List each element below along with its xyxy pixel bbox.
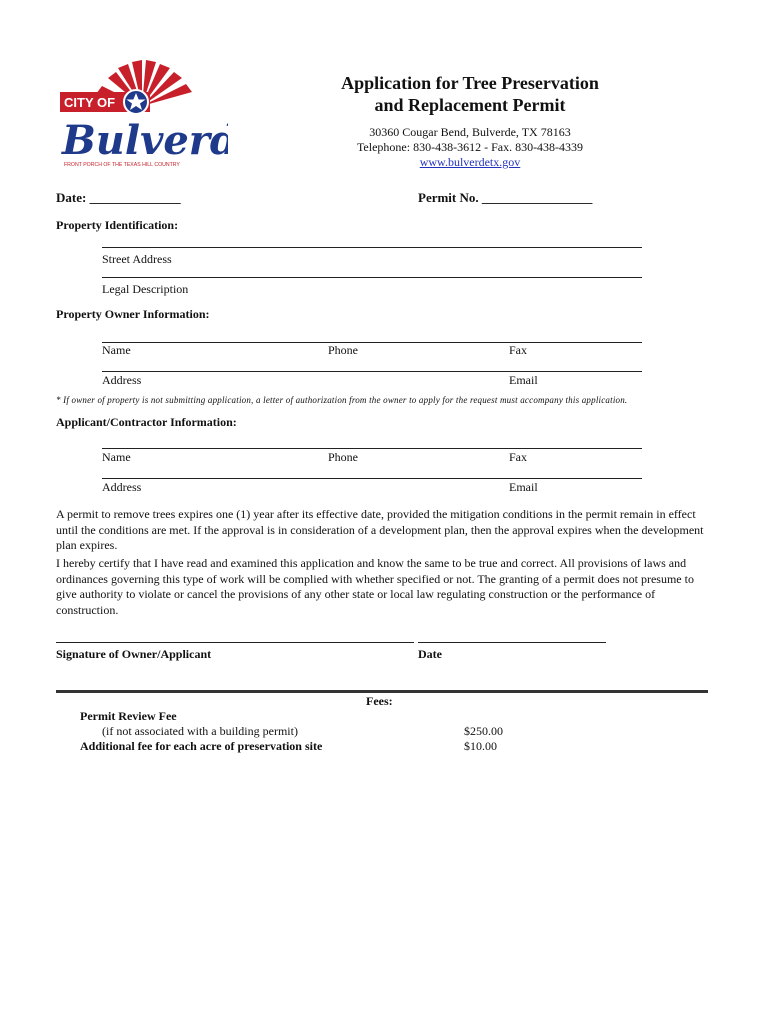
applicant-phone-label: Phone [328, 450, 358, 464]
permit-number-field[interactable]: Permit No. _________________ [418, 190, 593, 205]
owner-authorization-note: * If owner of property is not submitting application, a letter of authorization from the owner to apply for the request must accompany this application. [56, 395, 628, 405]
logo-city-of: CITY OF [64, 95, 116, 110]
signature-line[interactable] [56, 642, 414, 643]
office-phone: Telephone: 830-438-3612 - Fax. 830-438-4339 [356, 140, 584, 154]
review-fee-label: Permit Review Fee [80, 709, 177, 723]
applicant-fax-label: Fax [509, 450, 527, 464]
logo-name: Bulver [62, 117, 210, 164]
applicant-address-label: Address [102, 480, 142, 494]
owner-phone-label: Phone [328, 343, 358, 357]
applicant-name-label: Name [102, 450, 131, 464]
fees-heading: Fees: [366, 694, 393, 708]
owner-email-label: Email [509, 373, 538, 387]
applicant-name-line[interactable] [102, 448, 642, 449]
applicant-email-label: Email [509, 480, 538, 494]
legal-description-line[interactable] [102, 277, 642, 278]
owner-name-label: Name [102, 343, 131, 357]
owner-name-line[interactable] [102, 342, 642, 343]
owner-fax-label: Fax [509, 343, 527, 357]
property-id-heading: Property Identification: [56, 218, 179, 232]
office-address: 30360 Cougar Bend, Bulverde, TX 78163 [369, 125, 571, 139]
title-line-1: Application for Tree Preservation [341, 73, 599, 93]
review-fee-amount: $250.00 [464, 724, 503, 738]
owner-address-line[interactable] [102, 371, 642, 372]
signature-label: Signature of Owner/Applicant [56, 647, 212, 661]
expiration-paragraph: A permit to remove trees expires one (1) year after its effective date, provided the mitigation conditions in the permit remain in effect until the conditions are met. If the approval is in consideration of a development plan, then the approval expires when the development plan expires. [56, 507, 704, 552]
website-link[interactable]: www.bulverdetx.gov [419, 155, 521, 169]
applicant-address-line[interactable] [102, 478, 642, 479]
form-title [300, 72, 640, 116]
date-field[interactable]: Date: ______________ [56, 190, 181, 205]
applicant-heading: Applicant/Contractor Information: [56, 415, 237, 429]
additional-fee-label: Additional fee for each acre of preservation site [80, 739, 323, 753]
title-line-2: and Replacement Permit [374, 95, 566, 115]
owner-heading: Property Owner Information: [56, 307, 210, 321]
legal-description-label: Legal Description [102, 282, 189, 296]
owner-address-label: Address [102, 373, 142, 387]
signature-date-line[interactable] [418, 642, 606, 643]
signature-date-label: Date [418, 647, 442, 661]
logo-tagline: FRONT PORCH OF THE TEXAS HILL COUNTRY [64, 162, 180, 168]
certification-paragraph: I hereby certify that I have read and examined this application and know the same to be true and correct. All provisions of laws and ordinances governing this type of work will be complied with whether specified or not. The granting of a permit does not presume to give authority to violate or cancel the provisions of any other state or local law regulating construction or the performance of construction. [56, 556, 694, 617]
city-logo [56, 58, 228, 170]
street-address-line[interactable] [102, 247, 642, 248]
additional-fee-amount: $10.00 [464, 739, 497, 753]
street-address-label: Street Address [102, 252, 172, 266]
contact-block [300, 125, 640, 170]
fees-divider [56, 690, 708, 693]
review-fee-note: (if not associated with a building permit) [102, 724, 298, 738]
